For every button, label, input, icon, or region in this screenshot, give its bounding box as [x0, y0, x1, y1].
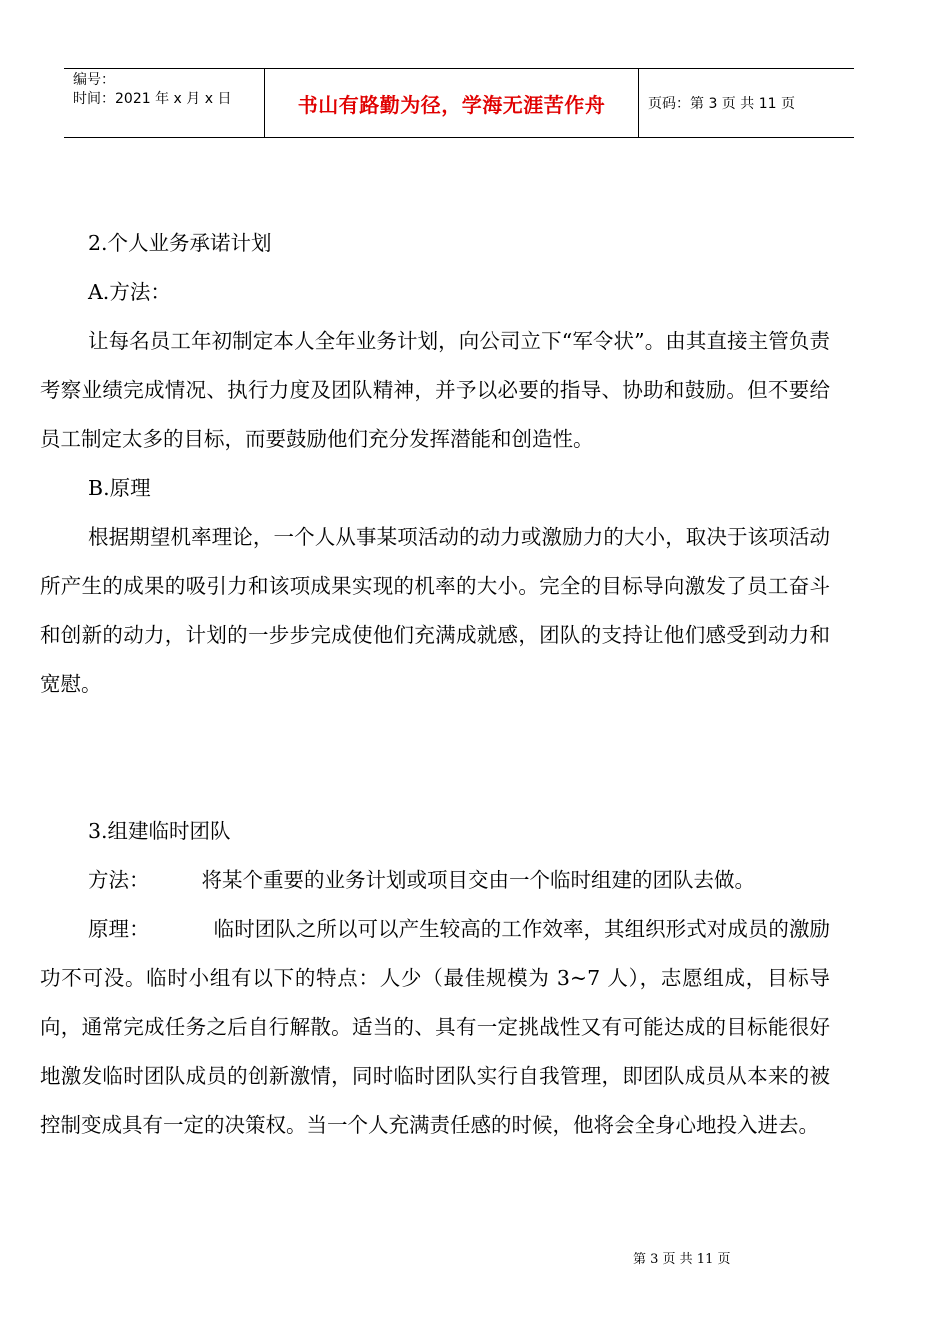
document-time-label: 时间：2021 年 x 月 x 日 — [73, 91, 232, 107]
section-2-principle-text: 根据期望机率理论，一个人从事某项活动的动力或激励力的大小，取决于该项活动所产生的成果的吸引力和该项成果实现的机率的大小。完全的目标导向激发了员工奋斗和创新的动力，计划的一步步完成使他们充满成就感，团队的支持让他们感受到动力和宽慰。 — [40, 525, 830, 696]
header-page-info: 页码：第 3 页 共 11 页 — [648, 96, 795, 112]
header-motto-cell — [265, 69, 639, 137]
section-3-principle-label: 原理： — [88, 917, 150, 941]
section-2-method-heading: A.方法： — [88, 280, 171, 304]
header-page-cell — [639, 69, 854, 137]
section-3-method — [88, 856, 755, 905]
section-3-method-label: 方法： — [88, 868, 150, 892]
section-2-title: 2.个人业务承诺计划 — [88, 231, 272, 255]
section-3-principle-text: 临时团队之所以可以产生较高的工作效率，其组织形式对成员的激励功不可没。临时小组有以下的特点：人少（最佳规模为 3~7 人），志愿组成，目标导向，通常完成任务之后自行解散。适当的、具有一定挑战性又有可能达成的目标能很好地激发临时团队成员的创新激情，同时临时团队实行自我管理，即团队成员从本来的被控制变成具有一定的决策权。当一个人充满责任感的时候，他将会全身心地投入进去。 — [40, 917, 831, 1137]
page-header — [64, 68, 854, 138]
header-motto: 书山有路勤为径，学海无涯苦作舟 — [297, 92, 606, 117]
header-meta-cell — [64, 69, 265, 137]
section-3-principle — [40, 905, 830, 1150]
section-3-title: 3.组建临时团队 — [88, 819, 231, 843]
section-2-principle-heading: B.原理 — [88, 476, 151, 500]
page-footer: 第 3 页 共 11 页 — [633, 1252, 731, 1267]
section-2-method-text: 让每名员工年初制定本人全年业务计划，向公司立下“军令状”。由其直接主管负责考察业绩完成情况、执行力度及团队精神，并予以必要的指导、协助和鼓励。但不要给员工制定太多的目标，而要鼓励他们充分发挥潜能和创造性。 — [40, 329, 830, 451]
section-3-method-text: 将某个重要的业务计划或项目交由一个临时组建的团队去做。 — [201, 868, 755, 892]
document-number-label: 编号： — [73, 72, 115, 88]
